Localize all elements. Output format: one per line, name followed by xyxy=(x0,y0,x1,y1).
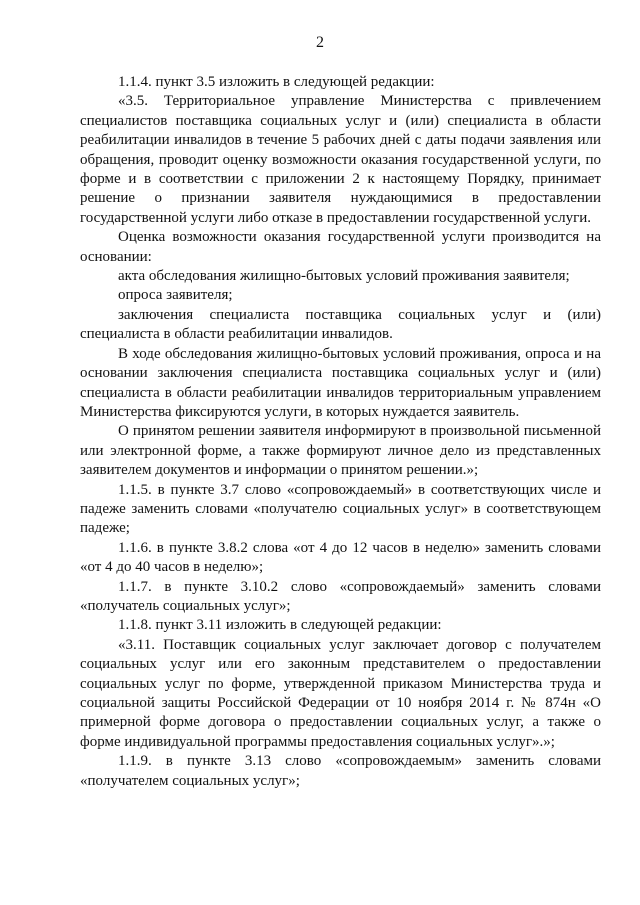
paragraph-1-1-6: 1.1.6. в пункте 3.8.2 слова «от 4 до 12 часов в неделю» заменить словами «от 4 до 40 часов в неделю»; xyxy=(80,539,601,576)
paragraph-decision-notification: О принятом решении заявителя информируют в произвольной письменной или электронной форме, а также формируют личное дело из представленных заявителем документов и информации о принятом решении.»; xyxy=(80,423,601,479)
paragraph-services-recorded: В ходе обследования жилищно-бытовых условий проживания, опроса и на основании заключения специалиста поставщика социальных услуг и (или) специалиста в области реабилитации инвалидов территориальным управлением Министерства фиксируются услуги, в которых нуждается заявитель. xyxy=(80,345,601,420)
list-item-specialist-conclusion: заключения специалиста поставщика социальных услуг и (или) специалиста в области реабилитации инвалидов. xyxy=(80,306,601,343)
paragraph-1-1-9: 1.1.9. в пункте 3.13 слово «сопровождаемым» заменить словами «получателем социальных услуг»; xyxy=(80,753,601,789)
paragraph-1-1-7: 1.1.7. в пункте 3.10.2 слово «сопровождаемый» заменить словами «получатель социальных услуг»; xyxy=(80,578,601,614)
paragraph-assessment-basis: Оценка возможности оказания государственной услуги производится на основании: xyxy=(80,229,601,265)
paragraph-1-1-5: 1.1.5. в пункте 3.7 слово «сопровождаемый» в соответствующих числе и падеже заменить словами «получателю социальных услуг» в соответствующем падеже; xyxy=(80,481,601,537)
paragraph-1-1-8: 1.1.8. пункт 3.11 изложить в следующей редакции: xyxy=(118,617,442,634)
paragraph-clause-3-5: «3.5. Территориальное управление Министерства с привлечением специалистов поставщика социальных услуг и (или) специалиста в области реабилитации инвалидов в течение 5 рабочих дней с даты подачи заявления или обращения, проводит оценку возможности оказания государственной услуги, по форме и в соответствии с приложении 2 к настоящему Порядку, принимает решение о признании заявителя нуждающимися в предоставлении государственной услуги либо отказе в предоставлении государственной услуги. xyxy=(80,93,601,226)
document-body xyxy=(80,73,601,791)
list-item-inspection-act: акта обследования жилищно-бытовых условий проживания заявителя; xyxy=(118,268,570,285)
paragraph-1-1-4: 1.1.4. пункт 3.5 изложить в следующей редакции: xyxy=(118,74,435,90)
page-number: 2 xyxy=(316,34,324,51)
list-item-applicant-survey: опроса заявителя; xyxy=(118,287,233,304)
paragraph-clause-3-11: «3.11. Поставщик социальных услуг заключает договор с получателем социальных услуг или его законным представителем о предоставлении социальных услуг по форме, утвержденной приказом Министерства труда и социальной защиты Российской Федерации от 10 ноября 2014 г. № 874н «О примерной форме договора о предоставлении социальных услуг, а также о форме индивидуальной программы предоставления социальных услуг».»; xyxy=(80,636,601,750)
